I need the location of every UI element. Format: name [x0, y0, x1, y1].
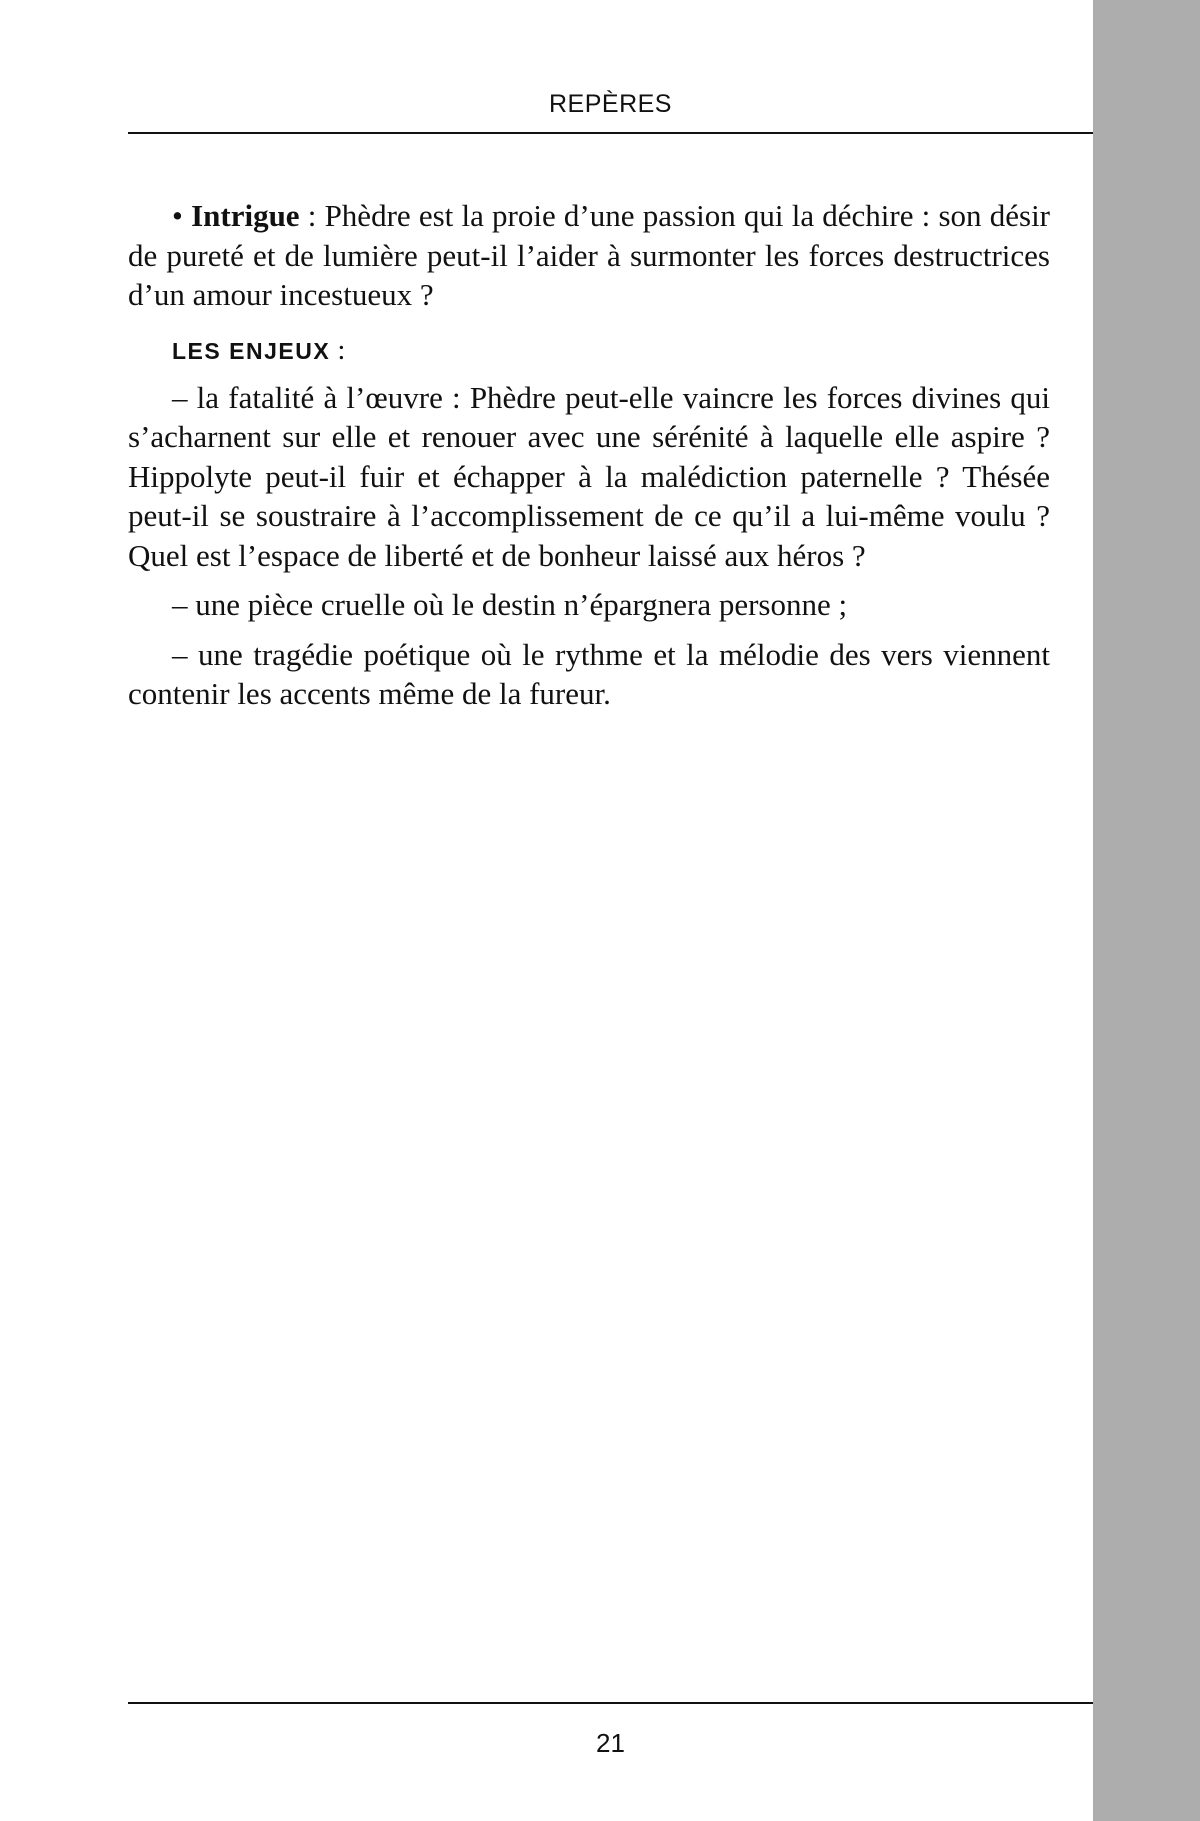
header-rule — [128, 132, 1093, 134]
intrigue-term: Intrigue — [191, 198, 300, 233]
enjeux-heading — [128, 335, 1050, 366]
page-number: 21 — [596, 1728, 625, 1758]
enjeux-colon: : — [330, 333, 346, 366]
page-content — [128, 196, 1050, 714]
running-head: REPÈRES — [549, 90, 672, 118]
page-edge-strip — [1093, 0, 1200, 1821]
intrigue-text: : Phèdre est la proie d’une passion qui la déchire : son désir de pureté et de lumière peut-il l’aider à surmonter les forces destructrices d’un amour incestueux ? — [128, 198, 1051, 312]
enjeux-item: – une pièce cruelle où le destin n’épargnera personne ; — [172, 587, 848, 622]
enjeux-item: – la fatalité à l’œuvre : Phèdre peut-elle vaincre les forces divines qui s’acharnent sur elle et renouer avec une sérénité à laquelle elle aspire ? Hippolyte peut-il fuir et échapper à la malédiction paternelle ? Thésée peut-il se soustraire à l’accomplissement de ce qu’il a lui-même voulu ? Quel est l’espace de liberté et de bonheur laissé aux héros ? — [128, 379, 1050, 573]
intrigue-paragraph — [128, 196, 1050, 315]
enjeux-label: LES ENJEUX — [172, 337, 331, 364]
footer-rule — [128, 1702, 1093, 1704]
enjeux-item: – une tragédie poétique où le rythme et la mélodie des vers viennent contenir les accents même de la fureur. — [128, 636, 1050, 711]
bullet-icon: • — [172, 198, 183, 233]
